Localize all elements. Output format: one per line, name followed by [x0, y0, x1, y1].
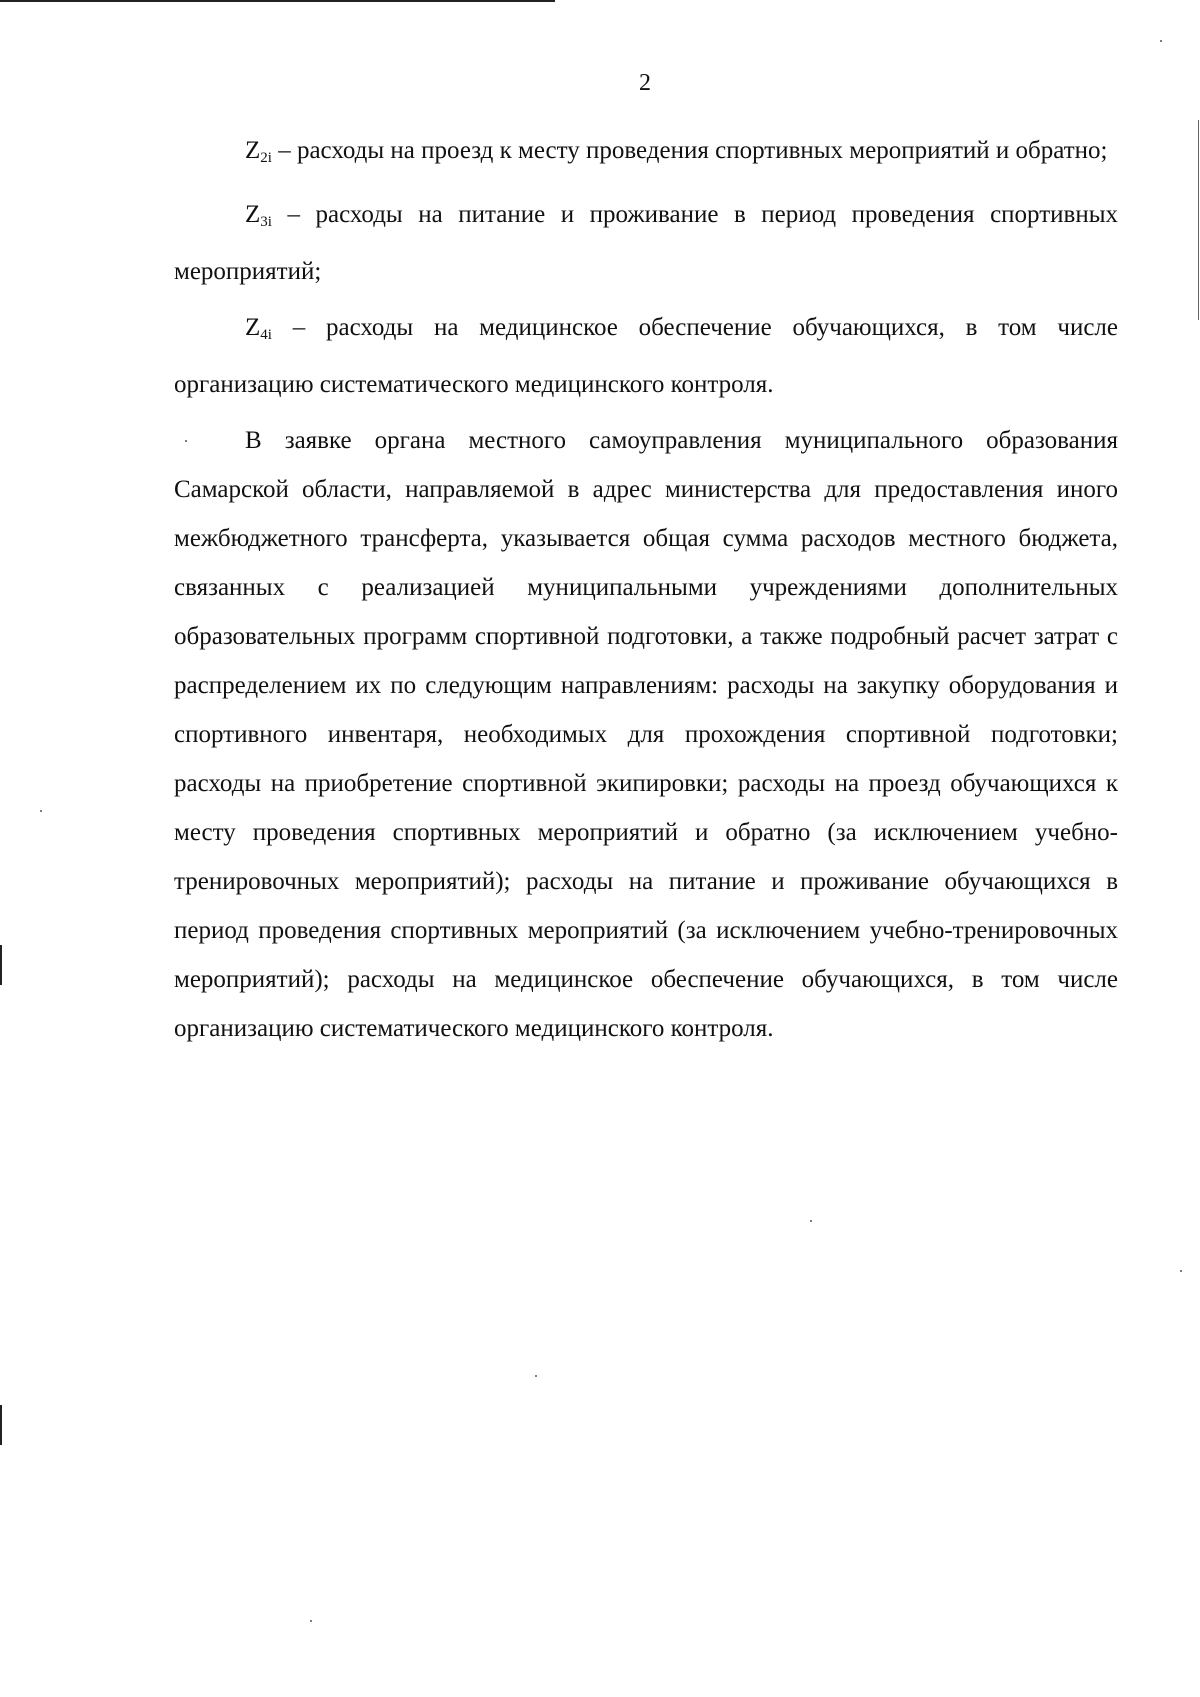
scan-edge-line-top	[0, 0, 555, 2]
page-number: 2	[639, 70, 651, 96]
scan-speck	[535, 1375, 537, 1377]
document-body	[174, 126, 1118, 1060]
definition-z3	[174, 190, 1118, 296]
definition-z4	[174, 303, 1118, 409]
scan-edge-line-right	[1198, 120, 1199, 320]
scan-speck	[1160, 40, 1162, 42]
definition-z2	[174, 126, 1118, 183]
scan-speck	[310, 1620, 312, 1622]
formula-symbol: Z2i	[245, 137, 272, 166]
scan-edge-line-left	[0, 945, 2, 985]
scan-speck	[1180, 1270, 1182, 1272]
application-paragraph: В заявке органа местного самоуправления муниципального образования Самарской области, направляемой в адрес министерства для предоставления иного межбюджетного трансферта, указывается общая сумма расходов местного бюджета, связанных с реализацией муниципальными учреждениями дополнительных образовательных программ спортивной подготовки, а также подробный расчет затрат с распределением их по следующим направлениям: расходы на закупку оборудования и спортивного инвентаря, необходимых для прохождения спортивной подготовки; расходы на приобретение спортивной экипировки; расходы на проезд обучающихся к месту проведения спортивных мероприятий и обратно (за исключением учебно-тренировочных мероприятий); расходы на питание и проживание обучающихся в период проведения спортивных мероприятий (за исключением учебно-тренировочных мероприятий); расходы на медицинское обеспечение обучающихся, в том числе организацию систематического медицинского контроля.	[174, 427, 1118, 1042]
formula-symbol: Z4i	[245, 314, 272, 343]
definition-text: – расходы на проезд к месту проведения спортивных мероприятий и обратно;	[271, 137, 1108, 164]
scan-speck	[810, 1220, 812, 1222]
definition-text: – расходы на питание и проживание в период проведения спортивных мероприятий;	[174, 201, 1118, 285]
formula-symbol: Z3i	[245, 201, 272, 230]
scan-edge-line-left-lower	[0, 1405, 2, 1445]
definition-text: – расходы на медицинское обеспечение обучающихся, в том числе организацию систематического медицинского контроля.	[174, 314, 1118, 398]
scan-speck	[40, 810, 42, 812]
